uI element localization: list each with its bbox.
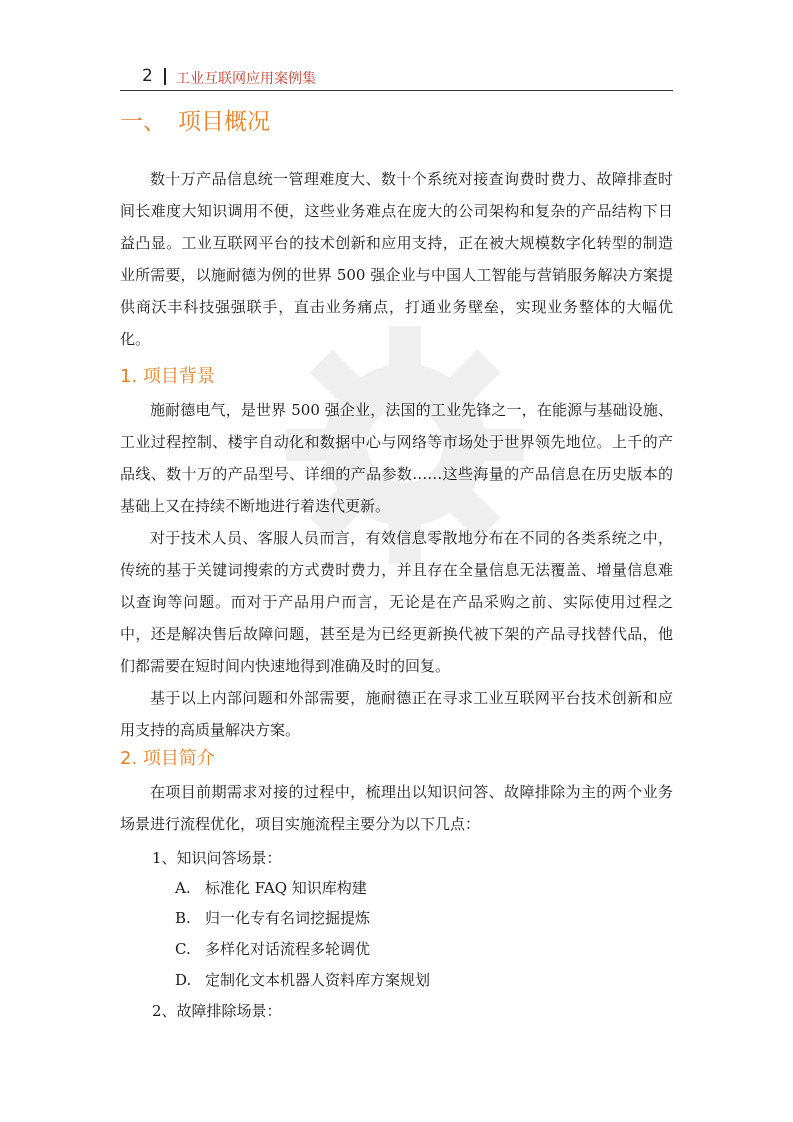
list-marker: C.	[175, 940, 191, 958]
section-heading	[120, 103, 270, 136]
overview-paragraph: 在项目前期需求对接的过程中，梳理出以知识问答、故障排除为主的两个业务场景进行流程优化，项目实施流程主要分为以下几点：	[120, 783, 673, 833]
list-item	[175, 968, 430, 992]
list-marker: D.	[175, 971, 192, 989]
background-paragraph-1: 施耐德电气，是世界 500 强企业，法国的工业先锋之一，在能源与基础设施、工业过程控制、楼宇自动化和数据中心与网络等市场处于世界领先地位。上千的产品线、数十万的产品型号、详细的产品参数……这些海量的产品信息在历史版本的基础上又在持续不断地进行着迭代更新。	[120, 401, 673, 515]
page-number: 2	[142, 66, 153, 86]
header-divider	[164, 68, 166, 85]
list-marker: B.	[175, 909, 191, 927]
page-header	[120, 64, 673, 91]
list-item-text: 定制化文本机器人资料库方案规划	[205, 971, 431, 989]
list-item	[175, 876, 367, 900]
header-title: 工业互联网应用案例集	[176, 71, 316, 87]
subsection-heading-overview: 2. 项目简介	[120, 748, 215, 769]
list-marker: A.	[175, 879, 191, 897]
subsection-heading-background: 1. 项目背景	[120, 366, 215, 387]
list-item-text: 多样化对话流程多轮调优	[205, 940, 371, 958]
section-number: 一、	[120, 109, 166, 135]
list-item	[175, 937, 370, 961]
list-item	[175, 906, 370, 930]
list-item-text: 标准化 FAQ 知识库构建	[205, 879, 367, 897]
background-paragraph-3: 基于以上内部问题和外部需要，施耐德正在寻求工业互联网平台技术创新和应用支持的高质量解决方案。	[120, 689, 673, 739]
list-item-text: 归一化专有名词挖掘提炼	[205, 909, 371, 927]
section-title: 项目概况	[178, 109, 270, 135]
scenario-2-label: 2、故障排除场景：	[152, 1002, 282, 1020]
intro-paragraph: 数十万产品信息统一管理难度大、数十个系统对接查询费时费力、故障排查时间长难度大知识调用不便，这些业务难点在庞大的公司架构和复杂的产品结构下日益凸显。工业互联网平台的技术创新和应用支持，正在被大规模数字化转型的制造业所需要，以施耐德为例的世界 500 强企业与中国人工智能与营销服务解决方案提供商沃丰科技强强联手，直击业务痛点，打通业务壁垒，实现业务整体的大幅优化。	[120, 170, 673, 348]
scenario-1-label: 1、知识问答场景：	[152, 849, 282, 867]
background-paragraph-2: 对于技术人员、客服人员而言，有效信息零散地分布在不同的各类系统之中，传统的基于关键词搜索的方式费时费力，并且存在全量信息无法覆盖、增量信息难以查询等问题。而对于产品用户而言，无论是在产品采购之前、实际使用过程之中，还是解决售后故障问题，甚至是为已经更新换代被下架的产品寻找替代品，他们都需要在短时间内快速地得到准确及时的回复。	[120, 529, 673, 675]
